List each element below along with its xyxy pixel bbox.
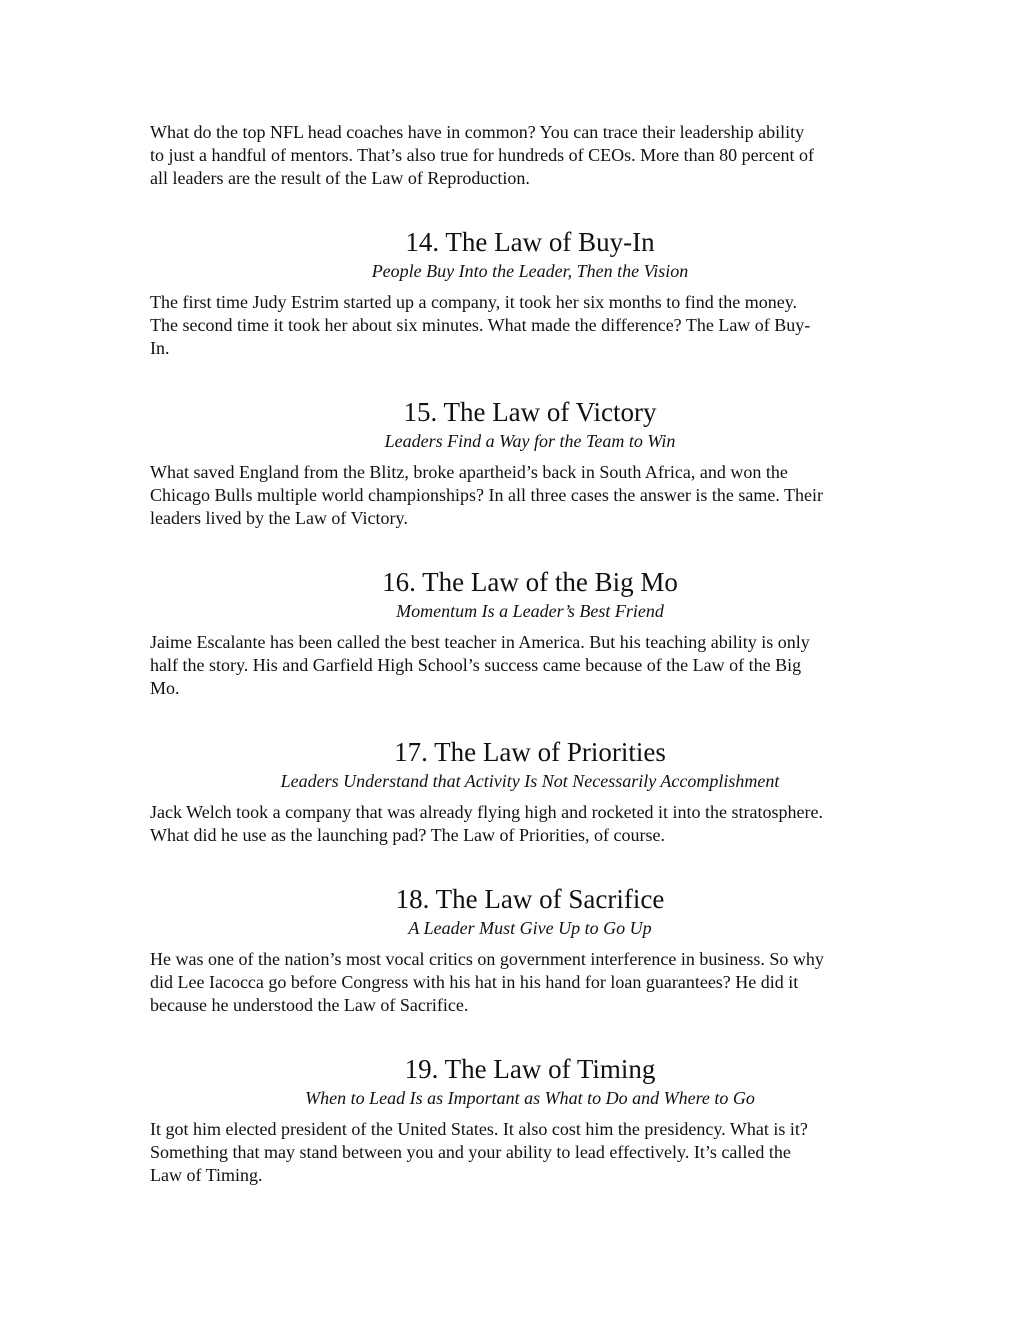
text-line: Mo. [150,678,180,698]
section-title: 18. The Law of Sacrifice [395,884,665,914]
text-line: because he understood the Law of Sacrifice. [150,995,469,1015]
law-section [150,226,910,360]
section-body [150,291,910,360]
text-line: What saved England from the Blitz, broke apartheid’s back in South Africa, and won the [150,462,788,482]
law-section [150,1053,910,1187]
section-subtitle: People Buy Into the Leader, Then the Vision [371,261,689,281]
section-body [150,1118,910,1187]
document-page [150,121,910,1187]
text-line: The first time Judy Estrim started up a company, it took her six months to find the money. [150,292,798,312]
text-line: Something that may stand between you and your ability to lead effectively. It’s called the [150,1142,791,1162]
text-line: did Lee Iacocca go before Congress with his hat in his hand for loan guarantees? He did it [150,972,799,992]
section-body [150,948,910,1017]
law-section [150,736,910,847]
law-section [150,883,910,1017]
text-line: all leaders are the result of the Law of Reproduction. [150,168,530,188]
text-line: What did he use as the launching pad? The Law of Priorities, of course. [150,825,666,845]
section-title: 16. The Law of the Big Mo [382,567,678,597]
section-title: 15. The Law of Victory [403,397,657,427]
intro-paragraph [150,121,910,190]
section-subtitle: Momentum Is a Leader’s Best Friend [396,601,664,621]
section-title: 14. The Law of Buy-In [405,227,655,257]
section-subtitle: Leaders Find a Way for the Team to Win [384,431,676,451]
section-body [150,461,910,530]
text-line: leaders lived by the Law of Victory. [150,508,408,528]
section-body [150,631,910,700]
law-section [150,396,910,530]
section-subtitle: A Leader Must Give Up to Go Up [408,918,652,938]
text-line: He was one of the nation’s most vocal critics on government interference in business. So why [150,949,824,969]
section-body [150,801,910,847]
text-line: It got him elected president of the United States. It also cost him the presidency. What is it? [150,1119,808,1139]
section-title: 17. The Law of Priorities [394,737,666,767]
text-line: The second time it took her about six minutes. What made the difference? The Law of Buy- [150,315,811,335]
section-subtitle: Leaders Understand that Activity Is Not Necessarily Accomplishment [280,771,780,791]
text-line: to just a handful of mentors. That’s also true for hundreds of CEOs. More than 80 percent of [150,145,815,165]
section-subtitle: When to Lead Is as Important as What to Do and Where to Go [305,1088,755,1108]
law-section [150,566,910,700]
text-line: Jaime Escalante has been called the best teacher in America. But his teaching ability is only [150,632,810,652]
text-line: half the story. His and Garfield High School’s success came because of the Law of the Big [150,655,802,675]
text-line: What do the top NFL head coaches have in common? You can trace their leadership ability [150,122,805,142]
text-line: In. [150,338,170,358]
text-line: Jack Welch took a company that was already flying high and rocketed it into the stratosphere. [150,802,824,822]
text-line: Chicago Bulls multiple world championships? In all three cases the answer is the same. Their [150,485,824,505]
section-title: 19. The Law of Timing [404,1054,656,1084]
text-line: Law of Timing. [150,1165,263,1185]
